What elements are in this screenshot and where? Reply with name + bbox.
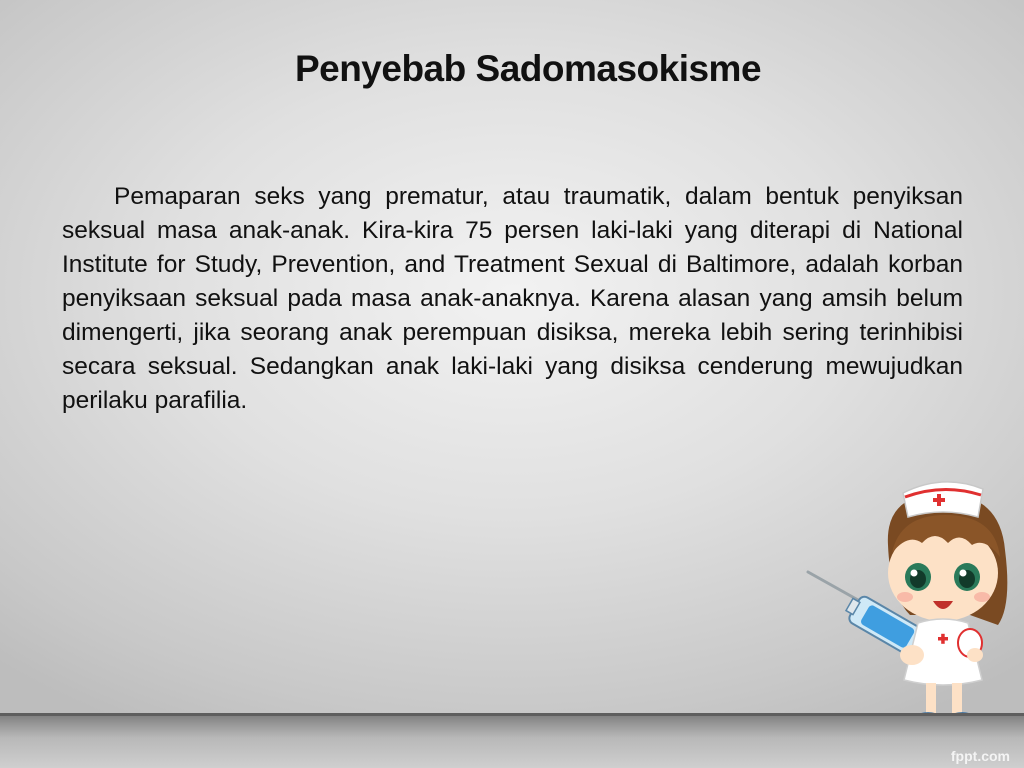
watermark-text: fppt.com	[950, 748, 1010, 764]
nurse-with-syringe-icon	[800, 475, 1015, 750]
slide-title: Penyebab Sadomasokisme	[294, 48, 762, 89]
footer-bar	[0, 713, 1024, 768]
slide-body-paragraph: Pemaparan seks yang prematur, atau traumatik, dalam bentuk penyiksan seksual masa anak-anak. Kira-kira 75 persen laki-laki yang diterapi di National Institute for Study, Prevention, and Treatment Sexual di Baltimore, adalah korban penyiksaan seksual pada masa anak-anaknya. Karena alasan yang amsih belum dimengerti, jika seorang anak perempuan disiksa, mereka lebih sering terinhibisi secara seksual. Sedangkan anak laki-laki yang disiksa cenderung mewujudkan perilaku parafilia.	[62, 183, 963, 414]
